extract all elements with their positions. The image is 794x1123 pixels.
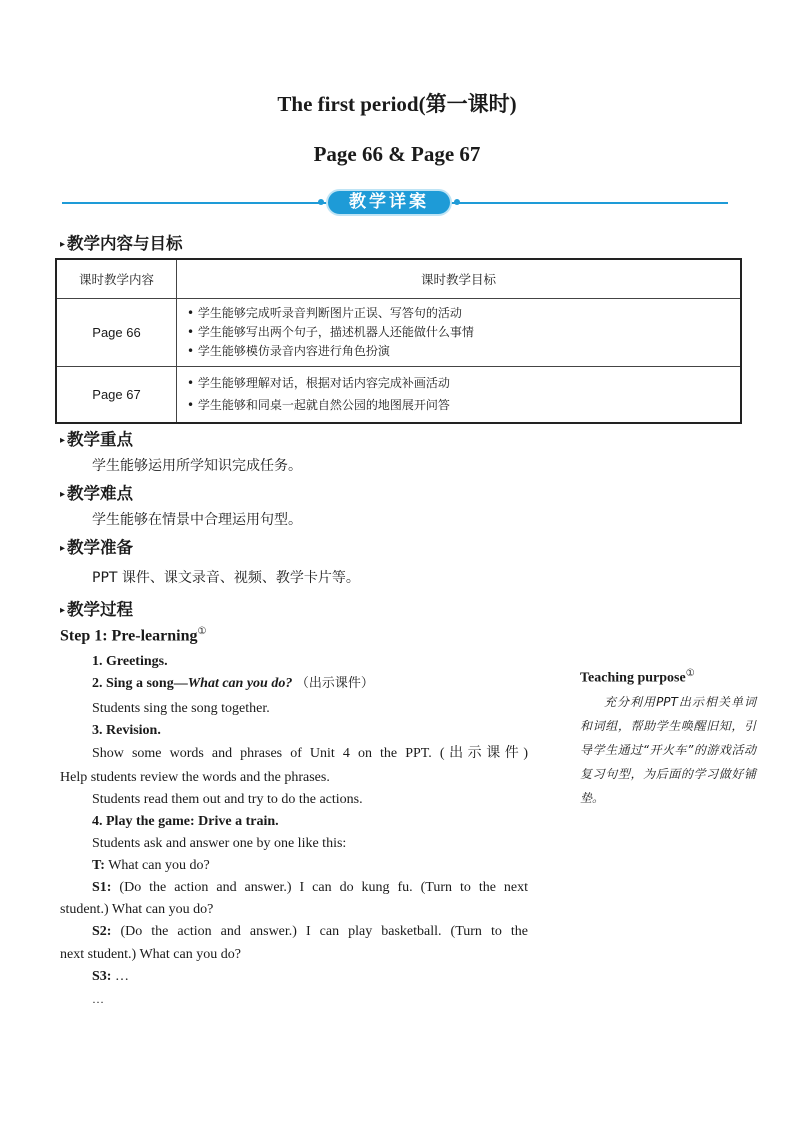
goal-item: • 学生能够模仿录音内容进行角色扮演 bbox=[187, 342, 740, 361]
teaching-purpose-text: 充分利用PPT出示相关单词和词组，帮助学生唤醒旧知，引导学生通过“开火车”的游戏活动复习句型，为后面的学习做好铺垫。 bbox=[580, 695, 756, 805]
item-revision: 3. Revision. bbox=[92, 723, 161, 738]
section-heading-label: 教学重点 bbox=[67, 430, 134, 449]
teaching-purpose-title-text: Teaching purpose bbox=[580, 670, 686, 686]
note-text: （出示课件） bbox=[295, 676, 374, 691]
ellipsis-line: … bbox=[92, 992, 104, 1006]
dialogue-line bbox=[60, 966, 528, 988]
item-greetings: 1. Greetings. bbox=[92, 654, 168, 669]
section-banner: 教学详案 bbox=[326, 189, 452, 216]
table-cell-goals bbox=[177, 367, 742, 423]
triangle-bullet-icon: ▸ bbox=[60, 239, 66, 250]
section-heading-key-points bbox=[60, 426, 133, 450]
triangle-bullet-icon: ▸ bbox=[60, 543, 66, 554]
triangle-bullet-icon: ▸ bbox=[60, 605, 66, 616]
section-heading-label: 教学内容与目标 bbox=[67, 234, 183, 253]
difficulties-text: 学生能够在情景中合理运用句型。 bbox=[92, 512, 302, 528]
revision-line: Help students review the words and the phrases. bbox=[60, 770, 330, 785]
revision-line: Students read them out and try to do the actions. bbox=[92, 792, 363, 807]
dialogue-text: (Do the action and answer.) I can do kung fu. (Turn to the next bbox=[111, 880, 528, 895]
section-heading-content-goals bbox=[60, 230, 183, 254]
goal-item: • 学生能够和同桌一起就自然公园的地图展开问答 bbox=[187, 396, 740, 415]
footnote-mark: ① bbox=[685, 668, 695, 679]
dialogue-line bbox=[60, 855, 528, 877]
dialogue-line bbox=[60, 921, 528, 943]
section-heading-process bbox=[60, 596, 133, 620]
key-points-text: 学生能够运用所学知识完成任务。 bbox=[92, 458, 302, 474]
item-game: 4. Play the game: Drive a train. bbox=[92, 814, 279, 829]
section-heading-label: 教学准备 bbox=[67, 538, 134, 557]
footnote-mark: ① bbox=[197, 626, 207, 637]
triangle-bullet-icon: ▸ bbox=[60, 489, 66, 500]
objectives-table bbox=[55, 258, 742, 424]
item-sing-song bbox=[60, 673, 528, 695]
goal-item: • 学生能够写出两个句子，描述机器人还能做什么事情 bbox=[187, 323, 740, 342]
table-cell-page: Page 66 bbox=[56, 299, 177, 367]
page-title: The first period(第一课时) bbox=[277, 92, 517, 116]
table-row bbox=[56, 299, 741, 367]
dialogue-line bbox=[60, 877, 528, 899]
teaching-purpose-title bbox=[580, 668, 695, 687]
goal-item: • 学生能够理解对话，根据对话内容完成补画活动 bbox=[187, 374, 740, 393]
section-heading-label: 教学难点 bbox=[67, 484, 134, 503]
table-cell-page: Page 67 bbox=[56, 367, 177, 423]
speaker-label: T: bbox=[92, 858, 105, 873]
step-title-text: Step 1: Pre-learning bbox=[60, 627, 198, 645]
section-heading-label: 教学过程 bbox=[67, 600, 134, 619]
banner-left-line bbox=[62, 202, 328, 204]
section-heading-preparation bbox=[60, 534, 133, 558]
dialogue-text: … bbox=[111, 969, 129, 984]
banner-left-dot bbox=[318, 199, 324, 205]
speaker-label: S1: bbox=[92, 880, 112, 895]
revision-line: Show some words and phrases of Unit 4 on the PPT. (出示课件) bbox=[92, 746, 528, 761]
song-title: What can you do? bbox=[187, 676, 293, 691]
preparation-text: PPT 课件、课文录音、视频、教学卡片等。 bbox=[92, 570, 360, 586]
table-header-row bbox=[56, 259, 741, 299]
section-heading-difficulties bbox=[60, 480, 133, 504]
banner-right-line bbox=[450, 202, 728, 204]
table-cell-goals bbox=[177, 299, 742, 367]
dialogue-text: What can you do? bbox=[104, 858, 210, 873]
dialogue-text: (Do the action and answer.) I can play basketball. (Turn to the bbox=[111, 924, 528, 939]
item-label: 2. Sing a song— bbox=[92, 676, 188, 691]
speaker-label: S3: bbox=[92, 969, 112, 984]
dialogue-line: student.) What can you do? bbox=[60, 902, 214, 917]
goal-item: • 学生能够完成听录音判断图片正误、写答句的活动 bbox=[187, 304, 740, 323]
table-row bbox=[56, 367, 741, 423]
page-subtitle: Page 66 & Page 67 bbox=[313, 142, 481, 166]
game-text: Students ask and answer one by one like this: bbox=[92, 836, 347, 851]
item-sing-song-text: Students sing the song together. bbox=[92, 701, 270, 716]
table-header-cell: 课时教学内容 bbox=[56, 259, 177, 299]
triangle-bullet-icon: ▸ bbox=[60, 435, 66, 446]
table-header-cell: 课时教学目标 bbox=[177, 259, 742, 299]
banner-right-dot bbox=[454, 199, 460, 205]
step-title bbox=[60, 626, 206, 645]
dialogue-line: next student.) What can you do? bbox=[60, 947, 241, 962]
speaker-label: S2: bbox=[92, 924, 112, 939]
